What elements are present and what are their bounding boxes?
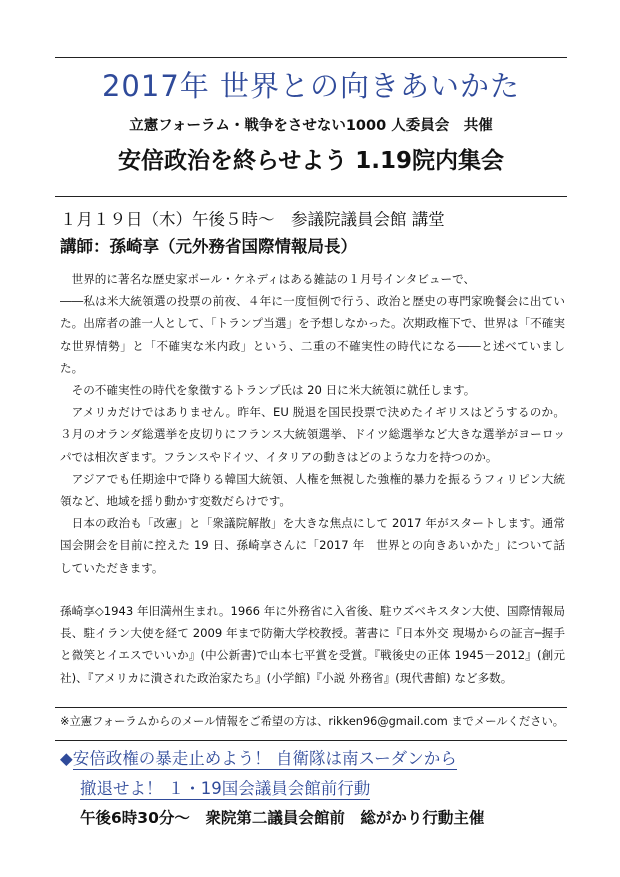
action-time-location: 午後6時30分～ 衆院第二議員会館前 総がかり行動主催 [80,809,485,827]
header-bottom-rule [55,196,567,197]
organizers-line: 立憲フォーラム・戦争をさせない1000 人委員会 共催 [129,118,493,134]
body-paragraph: アメリカだけではありません。昨年、EU 脱退を国民投票で決めたイギリスはどうするのか。３月のオランダ総選挙を皮切りにフランス大統領選挙、ドイツ総選挙など大きな選挙がヨーロッパでは相次ぎます。フランスやドイツ、イタリアの動きはどのような力を持つのか。 [60,405,565,464]
event-lecturer: 講師：孫崎享（元外務省国際情報局長） [60,237,357,256]
action-heading-text: 安倍政権の暴走止めよう！ 自衛隊は南スーダンから [72,749,457,768]
action-heading-line2 [80,776,370,802]
event-headline: 安倍政治を終らせよう 1.19院内集会 [117,148,505,174]
action-heading-text-2: 撤退せよ！ １・19国会議員会館前行動 [80,779,371,798]
body-paragraph: ――私は米大統領選の投票の前夜、４年に一度恒例で行う、政治と歴史の専門家晩餐会に出ていた。出席者の誰一人として、「トランプ当選」を予想しなかった。次期政権下で、世界は「不確実な世界情勢」と「不確実な米内政」という、二重の不確実性の時代になる――と述べていました。 [60,294,565,375]
event-description [60,268,565,579]
notice-bottom-rule [55,740,567,741]
body-paragraph: 日本の政治も「改憲」と「衆議院解散」を大きな焦点にして 2017 年がスタートします。通常国会開会を目前に控えた 19 日、孫崎享さんに「2017 年 世界との向きあいかた」について話していただきます。 [60,516,565,575]
body-paragraph: アジアでも任期途中で降りる韓国大統領、人権を無視した強権的暴力を振るうフィリピン大統領など、地域を揺り動かす変数だらけです。 [60,471,565,509]
notice-top-rule [55,707,567,708]
event-datetime: １月１９日（木）午後５時～ 参議院議員会館 講堂 [60,210,445,229]
email-notice: ※立憲フォーラムからのメール情報をご希望の方は、rikken96@gmail.com までメールください。 [60,715,565,728]
lecturer-biography: 孫崎享◇1943 年旧満州生まれ。1966 年に外務省に入省後、駐ウズベキスタン大使、国際情報局長、駐イラン大使を経て 2009 年まで防衛大学校教授。著書に『日本外交 現場からの証言─握手と微笑とイエスでいいか』(中公新書)で山本七平賞を受賞。『戦後史の正体 1945－2012』(創元社)、『アメリカに潰された政治家たち』(小学館)『小説 外務省』(現代書館) など多数。 [60,604,565,685]
body-paragraph: その不確実性の時代を象徴するトランプ氏は 20 日に米大統領に就任します。 [71,383,476,398]
top-rule [55,57,567,58]
body-paragraph: 世界的に著名な歴史家ポール・ケネディはある雑誌の１月号インタビューで、 [71,272,476,286]
page-title: 2017年 世界との向きあいかた [101,69,521,103]
action-heading-line1 [60,746,457,772]
diamond-bullet-icon: ◆ [60,749,73,768]
